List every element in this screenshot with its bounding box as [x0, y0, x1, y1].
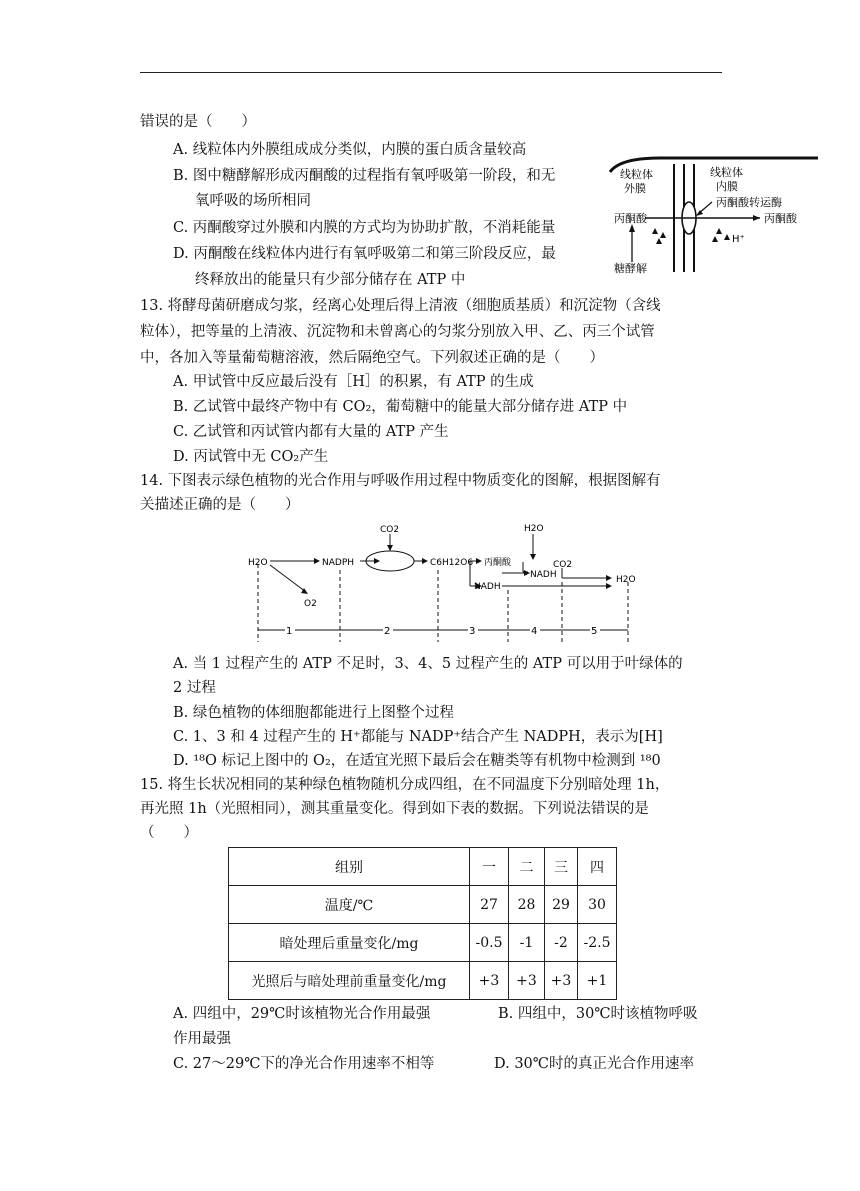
table-cell: 二 [509, 848, 545, 886]
dia-stage-2: 2 [384, 626, 391, 637]
table-header-row [229, 848, 617, 886]
results-table [228, 847, 617, 1000]
table-cell: +3 [470, 962, 509, 1000]
table-cell: 28 [509, 886, 545, 924]
table-cell: -2.5 [578, 924, 617, 962]
photosynthesis-respiration-diagram [240, 520, 650, 645]
fig-inner-membrane-label-1: 线粒体 [710, 166, 743, 179]
table-cell: 一 [470, 848, 509, 886]
table-cell: -0.5 [470, 924, 509, 962]
fig-inner-membrane-label-2: 内膜 [716, 180, 738, 193]
q14-option-c: C. 1、3 和 4 过程产生的 H⁺都能与 NADP⁺结合产生 NADPH，表示为[H] [173, 729, 663, 745]
q13-stem-2: 粒体），把等量的上清液、沉淀物和未曾离心的匀浆分别放入甲、乙、丙三个试管 [140, 324, 655, 340]
fig-h-plus: H⁺ [732, 234, 745, 245]
fig-pyruvate-left: 丙酮酸 [614, 212, 647, 225]
dia-stage-3: 3 [469, 626, 476, 637]
q14-option-a: A. 当 1 过程产生的 ATP 不足时，3、4、5 过程产生的 ATP 可以用于叶绿体的 [173, 656, 683, 672]
table-cell: -1 [509, 924, 545, 962]
table-cell: 暗处理后重量变化/mg [229, 924, 470, 962]
q12-option-d: D. 丙酮酸在线粒体内进行有氧呼吸第二和第三阶段反应，最 [173, 246, 556, 262]
q13-option-c: C. 乙试管和丙试管内都有大量的 ATP 产生 [173, 424, 449, 440]
q14-stem-2: 关描述正确的是（ ） [140, 497, 300, 513]
q15-option-d: D. 30℃时的真正光合作用速率 [494, 1056, 694, 1072]
dia-co2-top: CO2 [380, 525, 400, 535]
q15-stem-3: （ ） [140, 825, 198, 841]
dia-glucose: C6H12O6 [430, 558, 474, 568]
dia-pyruvate: 丙酮酸 [484, 558, 512, 568]
table-row [229, 886, 617, 924]
table-cell: +3 [545, 962, 578, 1000]
table-cell: +3 [509, 962, 545, 1000]
dia-o2: O2 [304, 599, 317, 609]
table-row [229, 924, 617, 962]
table-cell: 四 [578, 848, 617, 886]
fig-transporter-label: 丙酮酸转运酶 [716, 196, 782, 209]
table-cell: 光照后与暗处理前重量变化/mg [229, 962, 470, 1000]
q12-option-b: B. 图中糖酵解形成丙酮酸的过程指有氧呼吸第一阶段，和无 [173, 168, 556, 184]
table-cell: +1 [578, 962, 617, 1000]
q13-option-b: B. 乙试管中最终产物中有 CO₂，葡萄糖中的能量大部分储存进 ATP 中 [173, 399, 628, 415]
table-cell: 组别 [229, 848, 470, 886]
dia-stage-4: 4 [531, 626, 538, 637]
q14-option-b: B. 绿色植物的体细胞都能进行上图整个过程 [173, 705, 454, 721]
q15-stem-1: 15. 将生长状况相同的某种绿色植物随机分成四组，在不同温度下分别暗处理 1h， [140, 777, 670, 793]
table-cell: 29 [545, 886, 578, 924]
q13-option-a: A. 甲试管中反应最后没有［H］的积累，有 ATP 的生成 [173, 374, 534, 390]
q13-stem-1: 13. 将酵母菌研磨成匀浆，经离心处理后得上清液（细胞质基质）和沉淀物（含线 [140, 298, 661, 314]
q15-stem-2: 再光照 1h（光照相同），测其重量变化。得到如下表的数据。下列说法错误的是 [140, 801, 649, 817]
q15-option-b-cont: 作用最强 [173, 1031, 231, 1047]
q12-option-d-cont: 终释放出的能量只有少部分储存在 ATP 中 [195, 272, 466, 288]
q13-option-d: D. 丙试管中无 CO₂产生 [173, 449, 329, 465]
dia-h2o-right: H2O [616, 575, 636, 585]
q12-option-b-cont: 氧呼吸的场所相同 [195, 193, 311, 209]
q14-stem-1: 14. 下图表示绿色植物的光合作用与呼吸作用过程中物质变化的图解，根据图解有 [140, 473, 661, 489]
dia-stage-1: 1 [286, 626, 293, 637]
fig-glycolysis-label: 糖酵解 [614, 262, 647, 274]
q14-option-d: D. ¹⁸O 标记上图中的 O₂，在适宜光照下最后会在糖类等有机物中检测到 ¹⁸0 [173, 753, 661, 769]
table-cell: 温度/℃ [229, 886, 470, 924]
q15-option-c: C. 27～29℃下的净光合作用速率不相等 [173, 1056, 435, 1072]
table-cell: -2 [545, 924, 578, 962]
header-rule [140, 72, 722, 73]
table-cell: 27 [470, 886, 509, 924]
question-12-stem-fragment: 错误的是（ ） [140, 114, 256, 130]
q14-option-a-cont: 2 过程 [173, 680, 216, 696]
q12-option-c: C. 丙酮酸穿过外膜和内膜的方式均为协助扩散，不消耗能量 [173, 220, 556, 236]
dia-co2-mid: CO2 [553, 560, 573, 570]
fig-pyruvate-right: 丙酮酸 [764, 212, 797, 225]
dia-stage-5: 5 [591, 626, 598, 637]
fig-outer-membrane-label-1: 线粒体 [620, 168, 653, 181]
q15-option-a: A. 四组中，29℃时该植物光合作用最强 [173, 1006, 431, 1022]
q12-option-a: A. 线粒体内外膜组成成分类似，内膜的蛋白质含量较高 [173, 142, 527, 158]
dia-nadh-low: NADH [474, 582, 501, 592]
table-cell: 三 [545, 848, 578, 886]
table-cell: 30 [578, 886, 617, 924]
fig-outer-membrane-label-2: 外膜 [624, 182, 646, 195]
dia-nadh-mid: NADH [530, 570, 557, 580]
table-row [229, 962, 617, 1000]
dia-h2o-left: H2O [248, 558, 268, 568]
dia-h2o-top: H2O [524, 524, 544, 534]
q13-stem-3: 中，各加入等量葡萄糖溶液，然后隔绝空气。下列叙述正确的是（ ） [140, 350, 604, 366]
mitochondria-figure [600, 152, 820, 274]
q15-option-b: B. 四组中，30℃时该植物呼吸 [498, 1006, 698, 1022]
dia-nadph: NADPH [322, 558, 355, 568]
